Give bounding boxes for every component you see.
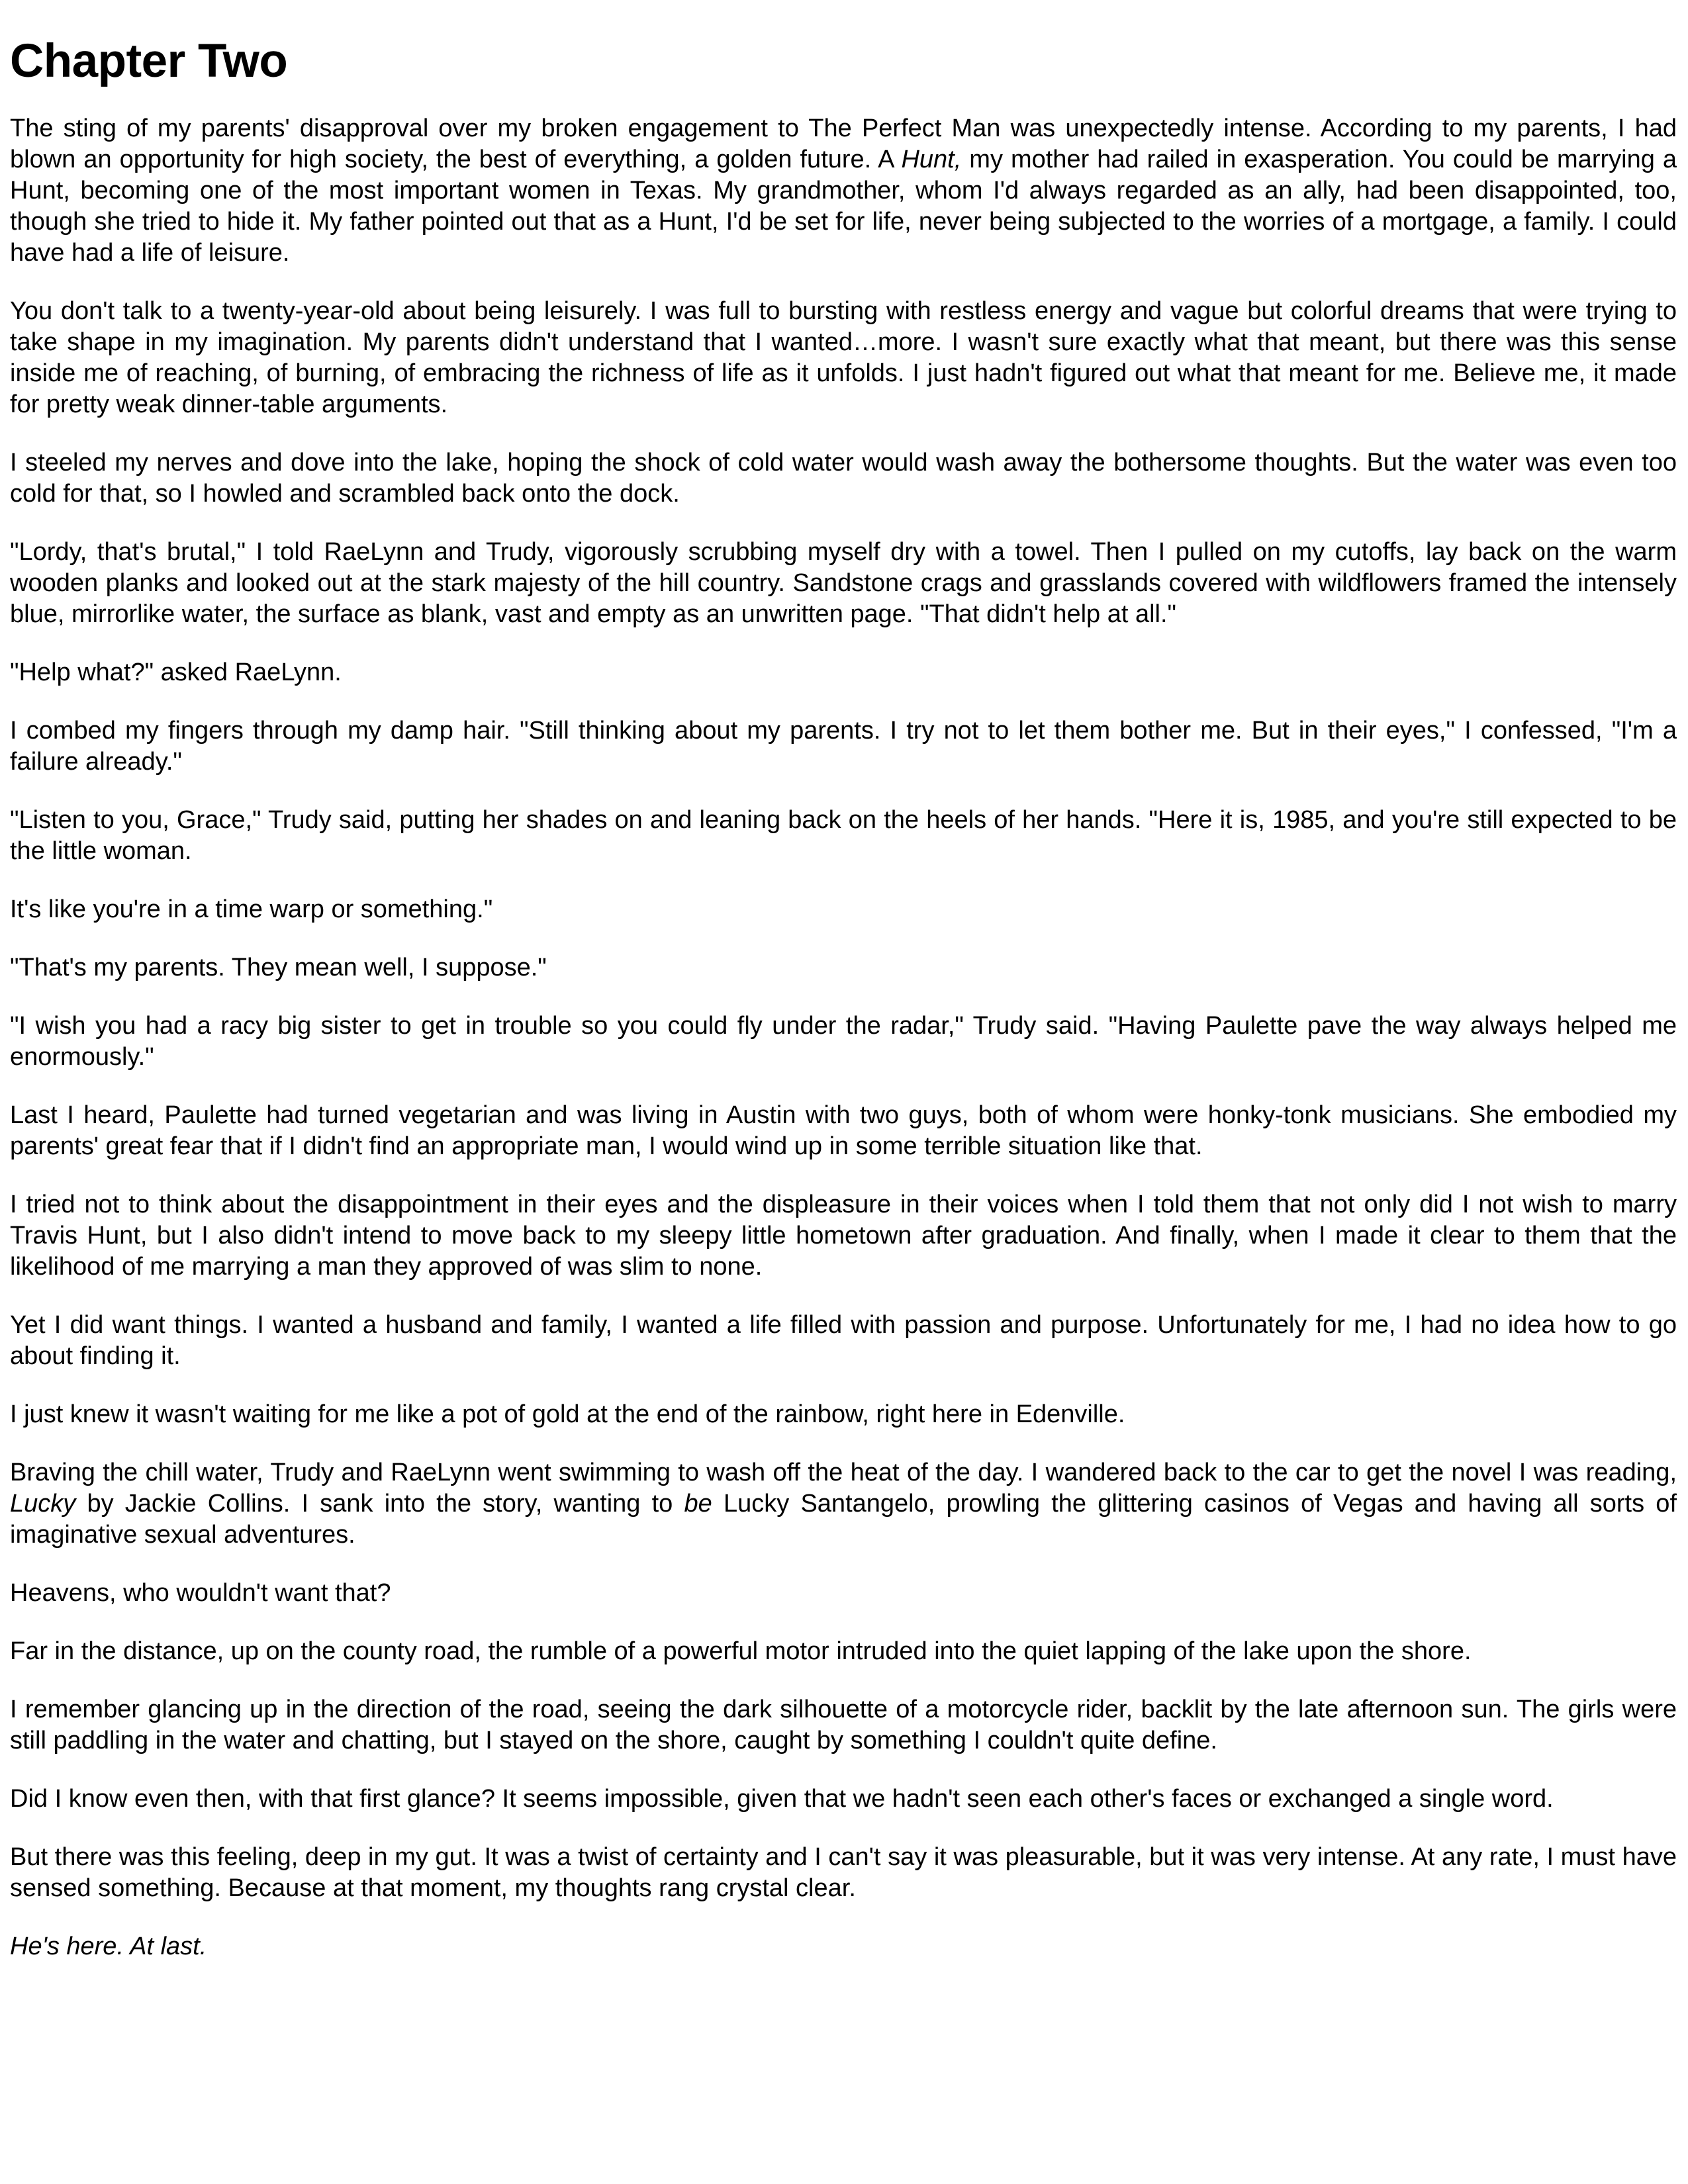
paragraph-text: You don't talk to a twenty-year-old about being leisurely. I was full to bursting with restless energy and vague but colorful dreams that were trying to take shape in my imagination. My parents didn't understand that I wanted…more. I wasn't sure exactly what that meant, but there was this sense inside me of reaching, of burning, of embracing the richness of life as it unfolds. I just hadn't figured out what that meant for me. Believe me, it made for pretty weak dinner-table arguments. — [10, 297, 1677, 419]
italic-text: be — [684, 1490, 712, 1518]
document-page — [10, 33, 1677, 1989]
body-paragraph — [10, 1694, 1677, 1756]
paragraph-text: Heavens, who wouldn't want that? — [10, 1579, 391, 1608]
body-paragraph — [10, 1842, 1677, 1904]
body-paragraph — [10, 1189, 1677, 1283]
paragraph-text: Last I heard, Paulette had turned vegetarian and was living in Austin with two guys, both of whom were honky-tonk musicians. She embodied my parents' great fear that if I didn't find an appropriate man, I would wind up in some terrible situation like that. — [10, 1101, 1677, 1161]
body-paragraph — [10, 447, 1677, 510]
paragraph-text: I steeled my nerves and dove into the lake, hoping the shock of cold water would wash away the bothersome thoughts. But the water was even too cold for that, so I howled and scrambled back onto the dock. — [10, 449, 1677, 508]
paragraph-text: "Help what?" asked RaeLynn. — [10, 659, 342, 687]
paragraph-text: "I wish you had a racy big sister to get in trouble so you could fly under the radar," Trudy said. "Having Paulette pave the way always helped me enormously." — [10, 1012, 1677, 1071]
paragraph-text: But there was this feeling, deep in my gut. It was a twist of certainty and I can't say it was pleasurable, but it was very intense. At any rate, I must have sensed something. Because at that moment, my thoughts rang crystal clear. — [10, 1843, 1677, 1903]
paragraph-text: It's like you're in a time warp or something." — [10, 895, 493, 924]
chapter-body — [10, 113, 1677, 1962]
body-paragraph — [10, 805, 1677, 867]
paragraph-text: The sting of my parents' disapproval over my broken engagement to The Perfect Man was unexpectedly intense. According to my parents, I had blown an opportunity for high society, the best of everything, a golden future. A — [10, 114, 1677, 174]
paragraph-text: "Listen to you, Grace," Trudy said, putting her shades on and leaning back on the heels of her hands. "Here it is, 1985, and you're still expected to be the little woman. — [10, 806, 1677, 866]
paragraph-text: "Lordy, that's brutal," I told RaeLynn and Trudy, vigorously scrubbing myself dry with a towel. Then I pulled on my cutoffs, lay back on the warm wooden planks and looked out at the stark majesty of the hill country. Sandstone crags and grasslands covered with wildflowers framed the intensely blue, mirrorlike water, the surface as blank, vast and empty as an unwritten page. "That didn't help at all." — [10, 538, 1677, 629]
paragraph-text: I just knew it wasn't waiting for me like a pot of gold at the end of the rainbow, right here in Edenville. — [10, 1400, 1125, 1429]
body-paragraph — [10, 1931, 1677, 1962]
paragraph-text: "That's my parents. They mean well, I suppose." — [10, 954, 547, 982]
paragraph-text: I remember glancing up in the direction of the road, seeing the dark silhouette of a motorcycle rider, backlit by the late afternoon sun. The girls were still paddling in the water and chatting, but I stayed on the shore, caught by something I couldn't quite define. — [10, 1696, 1677, 1755]
body-paragraph — [10, 952, 1677, 983]
body-paragraph — [10, 1457, 1677, 1551]
body-paragraph — [10, 1100, 1677, 1162]
italic-text: Hunt, — [901, 146, 962, 174]
body-paragraph — [10, 113, 1677, 269]
paragraph-text: I combed my fingers through my damp hair. "Still thinking about my parents. I try not to let them bother me. But in their eyes," I confessed, "I'm a failure already." — [10, 717, 1677, 776]
paragraph-text: by Jackie Collins. I sank into the story, wanting to — [75, 1490, 684, 1518]
body-paragraph — [10, 1578, 1677, 1609]
body-paragraph — [10, 1636, 1677, 1667]
body-paragraph — [10, 894, 1677, 925]
paragraph-text: Far in the distance, up on the county road, the rumble of a powerful motor intruded into the quiet lapping of the lake upon the shore. — [10, 1637, 1472, 1666]
body-paragraph — [10, 657, 1677, 688]
italic-text: He's here. At last. — [10, 1933, 207, 1961]
body-paragraph — [10, 1399, 1677, 1430]
paragraph-text: Lucky Santangelo, prowling the glittering casinos of Vegas and having all sorts of imaginative sexual adventures. — [10, 1490, 1677, 1549]
body-paragraph — [10, 537, 1677, 630]
paragraph-text: Braving the chill water, Trudy and RaeLynn went swimming to wash off the heat of the day. I wandered back to the car to get the novel I was reading, — [10, 1459, 1677, 1487]
body-paragraph — [10, 1310, 1677, 1372]
body-paragraph — [10, 296, 1677, 420]
body-paragraph — [10, 1784, 1677, 1815]
paragraph-text: Yet I did want things. I wanted a husband and family, I wanted a life filled with passion and purpose. Unfortunately for me, I had no idea how to go about finding it. — [10, 1311, 1677, 1371]
chapter-title: Chapter Two — [10, 35, 288, 87]
paragraph-text: I tried not to think about the disappointment in their eyes and the displeasure in their voices when I told them that not only did I not wish to marry Travis Hunt, but I also didn't intend to move back to my sleepy little hometown after graduation. And finally, when I made it clear to them that the likelihood of me marrying a man they approved of was slim to none. — [10, 1191, 1677, 1281]
paragraph-text: my mother had railed in exasperation. You could be marrying a Hunt, becoming one of the most important women in Texas. My grandmother, whom I'd always regarded as an ally, had been disappointed, too, though she tried to hide it. My father pointed out that as a Hunt, I'd be set for life, never being subjected to the worries of a mortgage, a family. I could have had a life of leisure. — [10, 146, 1677, 267]
italic-text: Lucky — [10, 1490, 76, 1518]
body-paragraph — [10, 1011, 1677, 1073]
body-paragraph — [10, 715, 1677, 778]
paragraph-text: Did I know even then, with that first glance? It seems impossible, given that we hadn't seen each other's faces or exchanged a single word. — [10, 1785, 1554, 1813]
